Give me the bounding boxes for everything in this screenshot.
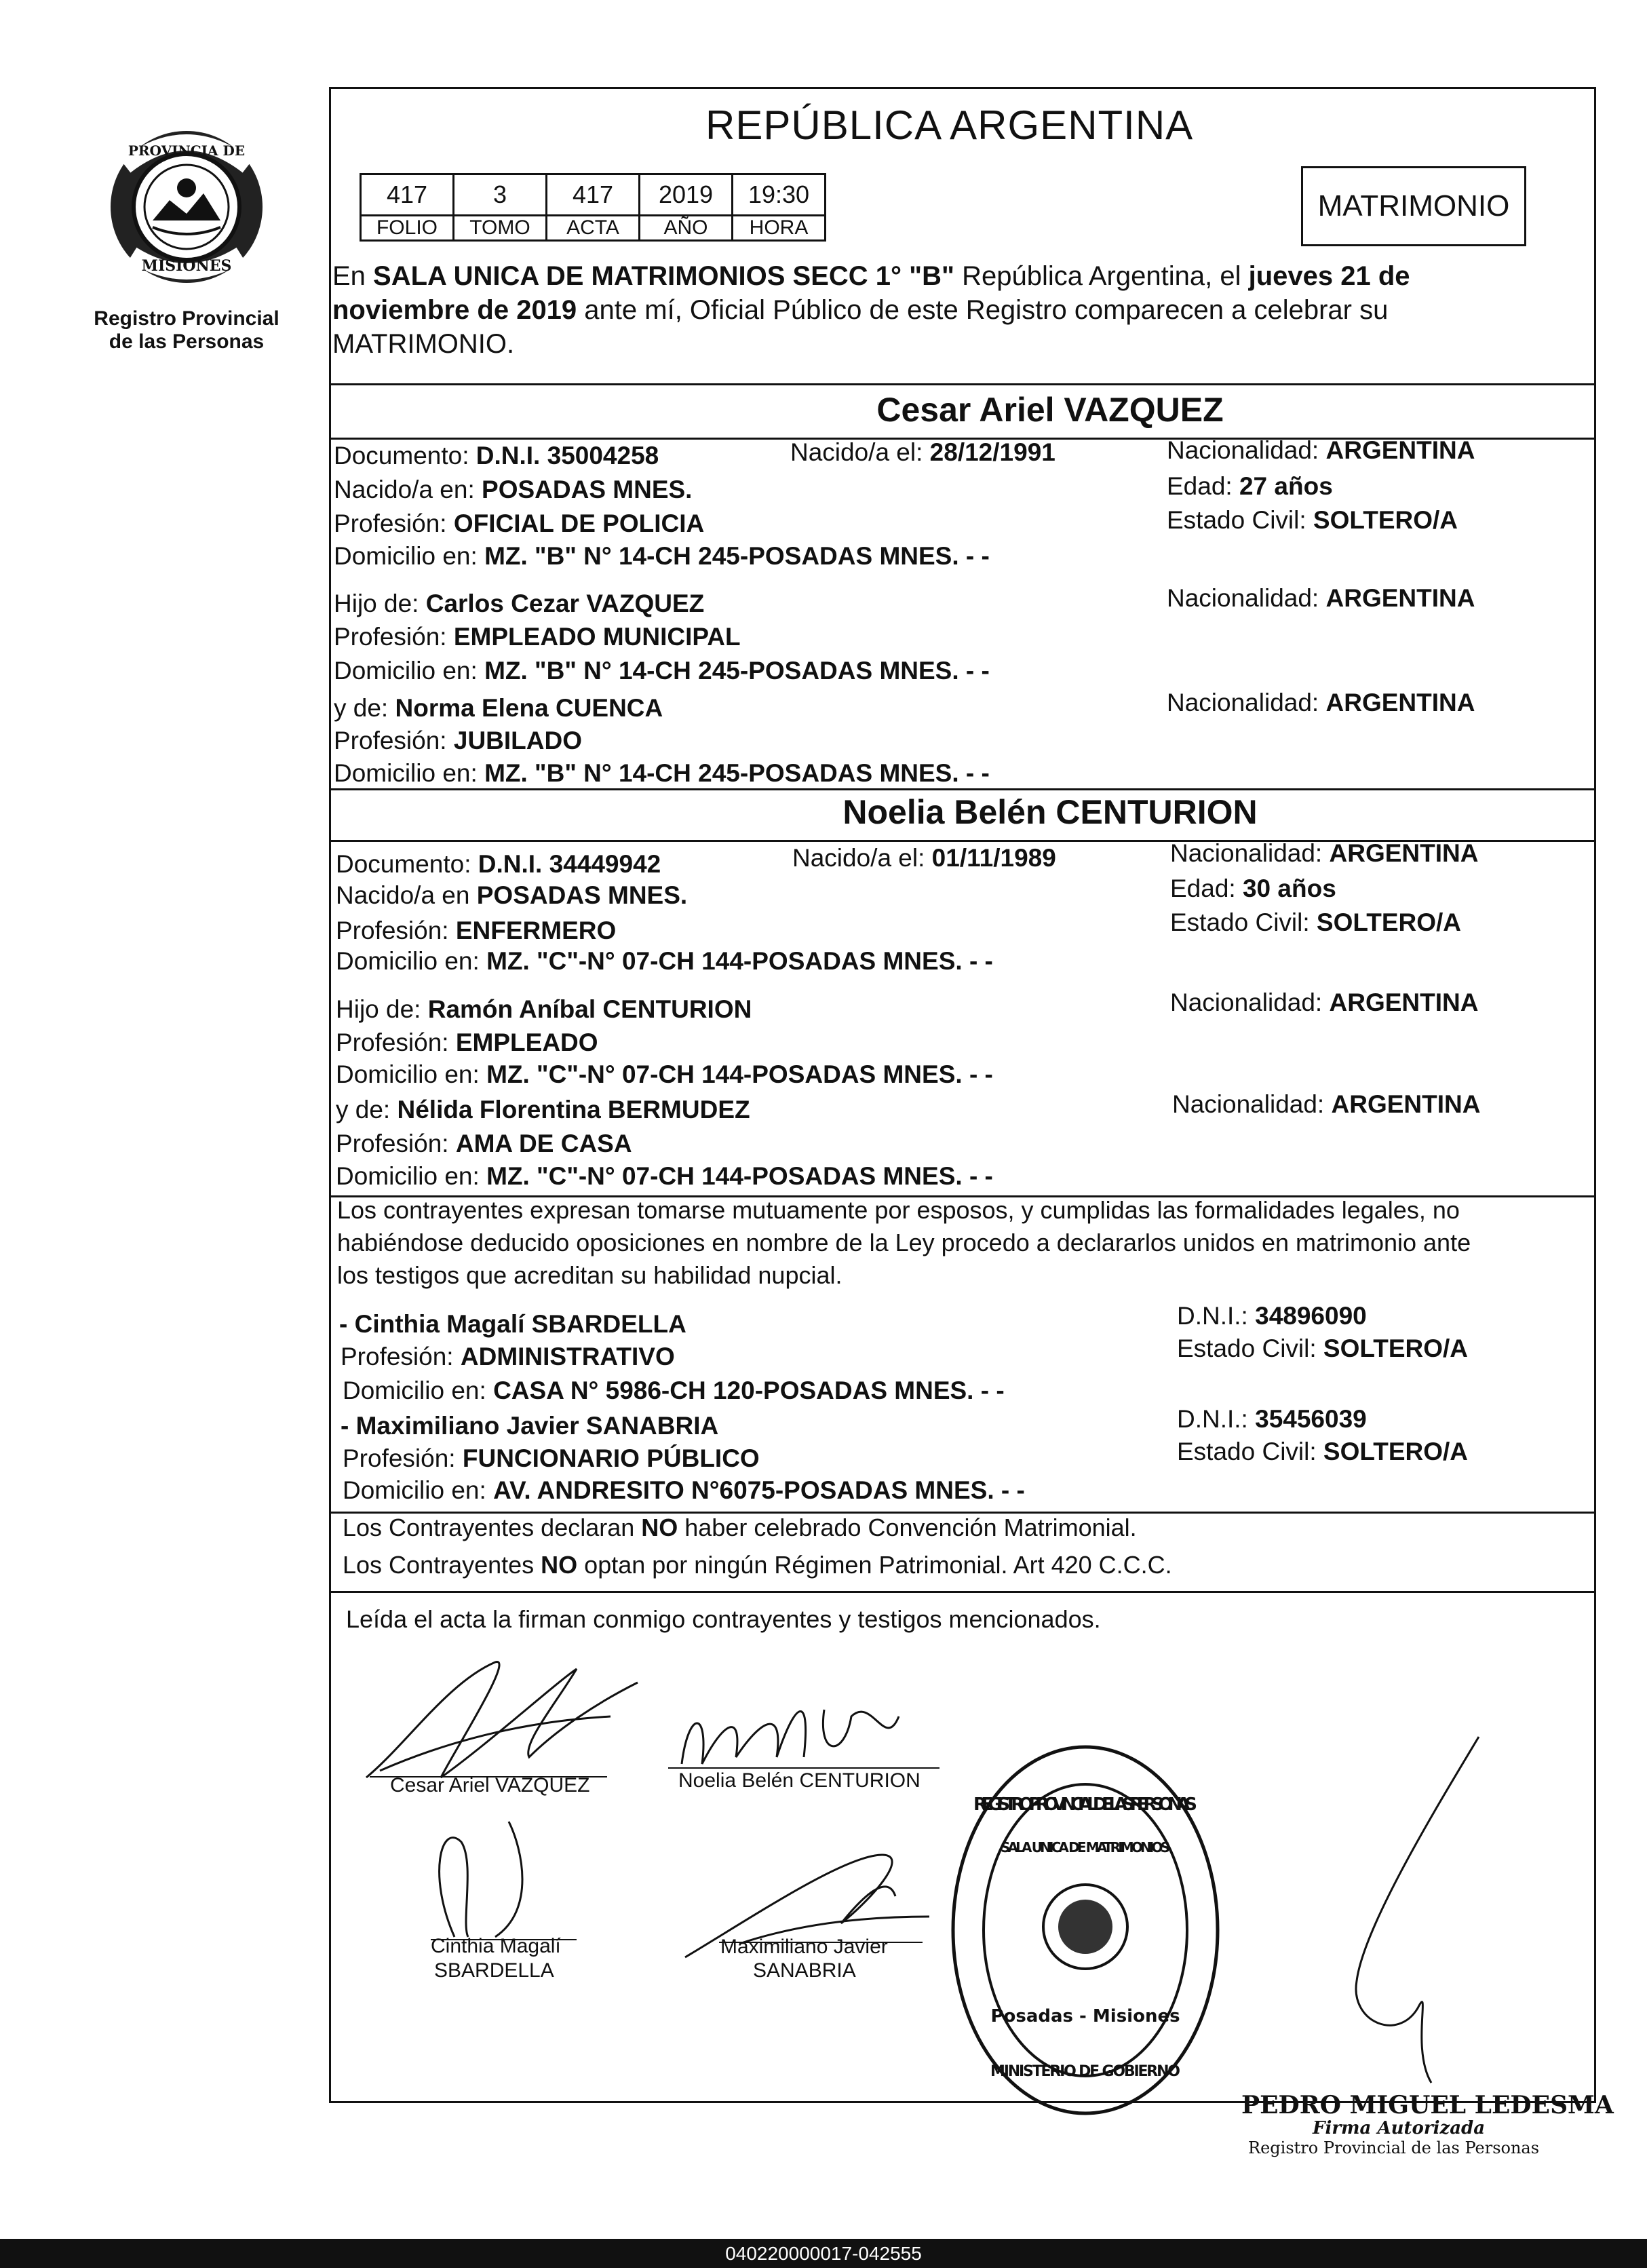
stamp-city: Posadas - Misiones [990,2006,1180,2026]
witness1-dni: D.N.I.: 34896090 [1177,1302,1367,1330]
tomo-label: TOMO [454,216,547,241]
witness1-signature [414,1808,549,1944]
bride-mother-nationality: Nacionalidad: ARGENTINA [1172,1090,1481,1118]
bride-profession: Profesión: ENFERMERO [336,917,617,944]
regime-statement: Los Contrayentes NO optan por ningún Régimen Patrimonial. Art 420 C.C.C. [343,1551,1172,1579]
anio-label: AÑO [640,216,733,241]
officer-role: Firma Autorizada [1313,2118,1486,2138]
witness2-profession: Profesión: FUNCIONARIO PÚBLICO [343,1444,760,1472]
witness1-profession: Profesión: ADMINISTRATIVO [341,1343,675,1370]
groom-father: Hijo de: Carlos Cezar VAZQUEZ [334,590,705,617]
witness2-domicile: Domicilio en: AV. ANDRESITO N°6075-POSADAS MNES. - - [343,1476,1025,1504]
witness1-name: - Cinthia Magalí SBARDELLA [339,1310,686,1338]
groom-born-on: Nacido/a el: 28/12/1991 [790,438,1055,466]
record-reference-table [360,173,826,242]
ceremony-place: SALA UNICA DE MATRIMONIOS SECC 1° "B" [373,261,954,291]
witness1-signature-label-line2: SBARDELLA [434,1959,554,1982]
footer-barcode-bar [0,2239,1647,2268]
witness2-dni: D.N.I.: 35456039 [1177,1405,1367,1433]
bride-signature-line [668,1767,939,1769]
groom-mother-nationality: Nacionalidad: ARGENTINA [1167,689,1475,716]
intro-paragraph [332,259,1594,361]
bride-domicile: Domicilio en: MZ. "C"-N° 07-CH 144-POSADAS MNES. - - [336,947,993,975]
groom-domicile: Domicilio en: MZ. "B" N° 14-CH 245-POSADAS MNES. - - [334,542,990,570]
bride-born-on: Nacido/a el: 01/11/1989 [792,844,1056,872]
frame-top [329,87,1596,89]
groom-age: Edad: 27 años [1167,472,1333,500]
bride-name: Noelia Belén CENTURION [842,793,1258,831]
bride-nationality: Nacionalidad: ARGENTINA [1170,839,1479,867]
groom-father-domicile: Domicilio en: MZ. "B" N° 14-CH 245-POSADAS MNES. - - [334,657,990,685]
groom-mother-profession: Profesión: JUBILADO [334,727,582,754]
bride-father-nationality: Nacionalidad: ARGENTINA [1170,988,1479,1016]
groom-civil-status: Estado Civil: SOLTERO/A [1167,506,1458,534]
bride-signature-label: Noelia Belén CENTURION [678,1769,921,1792]
groom-mother-domicile: Domicilio en: MZ. "B" N° 14-CH 245-POSADAS MNES. - - [334,759,990,787]
officer-signature [1323,1723,1513,2103]
groom-mother: y de: Norma Elena CUENCA [334,694,663,722]
intro-text-3: ante mí, Oficial Público de este Registro comparecen a celebrar su [577,295,1389,325]
acta-label: ACTA [547,216,640,241]
groom-father-profession: Profesión: EMPLEADO MUNICIPAL [334,623,741,651]
bride-doc: Documento: D.N.I. 34449942 [336,850,661,878]
bride-father-domicile: Domicilio en: MZ. "C"-N° 07-CH 144-POSADAS MNES. - - [336,1060,993,1088]
groom-doc: Documento: D.N.I. 35004258 [334,442,659,469]
witness2-civil-status: Estado Civil: SOLTERO/A [1177,1438,1469,1465]
intro-text-4: MATRIMONIO. [332,329,515,359]
folio-label: FOLIO [361,216,454,241]
document-type: MATRIMONIO [1317,189,1510,223]
bride-born-in: Nacido/a en POSADAS MNES. [336,881,688,909]
declaration-line1: Los contrayentes expresan tomarse mutuamente por esposos, y cumplidas las formalidades legales, no [337,1196,1460,1224]
groom-born-in: Nacido/a en: POSADAS MNES. [334,476,693,503]
declaration-block [337,1194,1592,1292]
declaration-line2: habiéndose deducido oposiciones en nombre de la Ley procedo a declararlos unidos en matrimonio ante [337,1229,1471,1256]
declaration-line3: los testigos que acreditan su habilidad nupcial. [337,1261,842,1289]
registry-label-line2: de las Personas [109,330,265,353]
stamp-ministry: MINISTERIO DE GOBIERNO [990,2063,1180,2080]
witness2-name: - Maximiliano Javier SANABRIA [341,1412,719,1440]
witness1-civil-status: Estado Civil: SOLTERO/A [1177,1334,1469,1362]
witness2-signature-label-line1: Maximiliano Javier [720,1936,888,1958]
bride-signature [668,1669,926,1777]
hora-label: HORA [733,216,826,241]
hora-value: 19:30 [733,174,826,216]
divider-groom-end [329,788,1596,790]
seal-bottom-text: MISIONES [141,257,232,275]
bride-civil-status: Estado Civil: SOLTERO/A [1170,908,1462,936]
groom-signature-label: Cesar Ariel VAZQUEZ [390,1774,590,1796]
bride-father-profession: Profesión: EMPLEADO [336,1029,598,1056]
signature-intro: Leída el acta la firman conmigo contrayentes y testigos mencionados. [346,1605,1101,1633]
divider-regime [329,1591,1596,1593]
groom-nationality: Nacionalidad: ARGENTINA [1167,436,1475,464]
registry-logo-block [85,126,288,353]
seal-top-text: PROVINCIA DE [128,142,246,159]
folio-value: 417 [361,174,454,216]
tomo-value: 3 [454,174,547,216]
stamp-inner-text: SALA UNICA DE MATRIMONIOS [1001,1839,1170,1856]
frame-left [329,87,331,2103]
groom-name: Cesar Ariel VAZQUEZ [876,391,1224,429]
document-type-box [1301,166,1526,246]
registry-label-line1: Registro Provincial [94,307,279,330]
page-title: REPÚBLICA ARGENTINA [705,102,1194,148]
groom-profession: Profesión: OFICIAL DE POLICIA [334,510,705,537]
intro-text-2: República Argentina, el [954,261,1249,291]
bride-mother-domicile: Domicilio en: MZ. "C"-N° 07-CH 144-POSADAS MNES. - - [336,1162,993,1190]
ceremony-date-part1: jueves 21 de [1248,261,1410,291]
bride-age: Edad: 30 años [1170,874,1336,902]
acta-value: 417 [547,174,640,216]
official-stamp-icon [943,1737,1228,2123]
barcode-text: 040220000017-042555 [725,2243,922,2264]
frame-right [1594,87,1596,2103]
witness2-signature-label-line2: SANABRIA [753,1959,856,1982]
convention-statement: Los Contrayentes declaran NO haber celebrado Convención Matrimonial. [343,1514,1137,1541]
stamp-outer-text: REGISTRO PROVINCIAL DE LAS PERSONAS [973,1794,1197,1815]
bride-father: Hijo de: Ramón Aníbal CENTURION [336,995,752,1023]
anio-value: 2019 [640,174,733,216]
bride-mother-profession: Profesión: AMA DE CASA [336,1130,632,1157]
officer-name: PEDRO MIGUEL LEDESMA [1241,2091,1614,2119]
witness1-signature-label-line1: Cinthia Magalí [431,1935,561,1957]
divider-intro [329,383,1596,385]
stamp-mini-seal-text: MISIONES [1062,1974,1108,1983]
ceremony-date-part2: noviembre de 2019 [332,295,577,325]
groom-father-nationality: Nacionalidad: ARGENTINA [1167,584,1475,612]
officer-org: Registro Provincial de las Personas [1248,2138,1540,2157]
intro-text-1: En [332,261,374,291]
bride-mother: y de: Nélida Florentina BERMUDEZ [336,1096,750,1123]
provincial-seal-icon [105,126,268,288]
witness1-domicile: Domicilio en: CASA N° 5986-CH 120-POSADAS MNES. - - [343,1377,1005,1404]
